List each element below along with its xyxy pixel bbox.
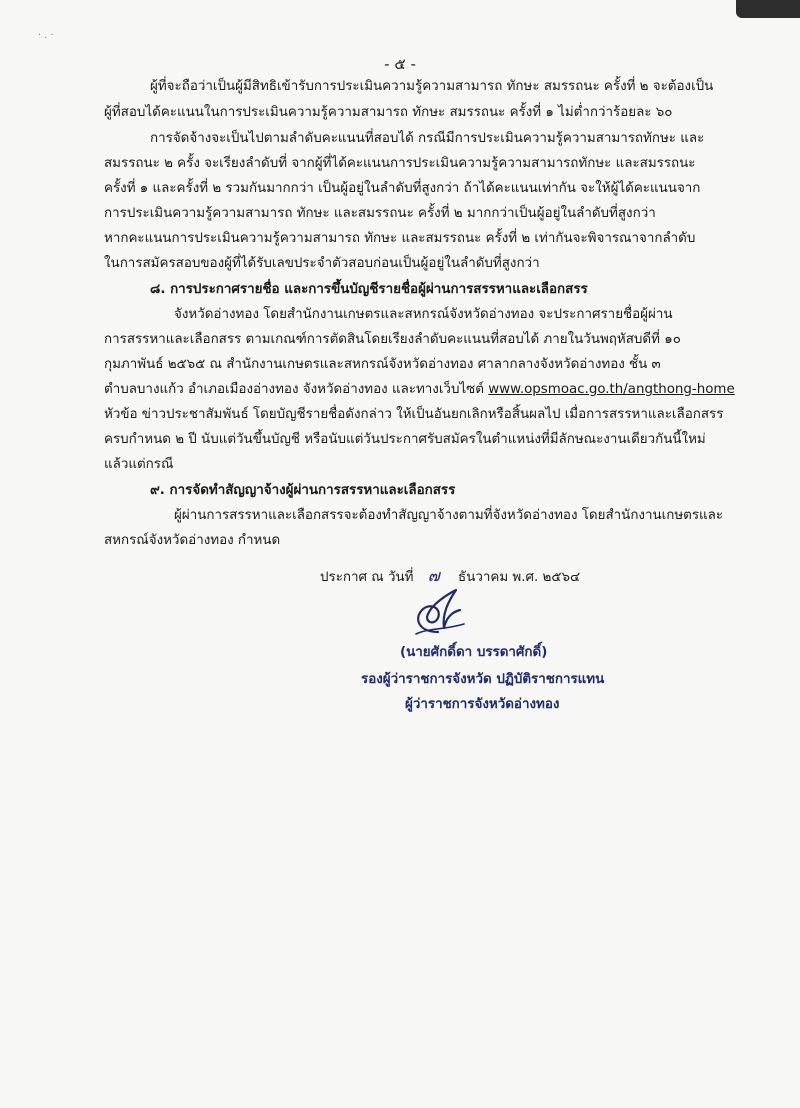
paragraph-line: สมรรถนะ ๒ ครั้ง จะเรียงลำดับที่ จากผู้ที่ได้คะแนนการประเมินความรู้ความสามารถทักษะ และสมรรถนะ	[104, 156, 696, 171]
section-8-line: ครบกำหนด ๒ ปี นับแต่วันขึ้นบัญชี หรือนับแต่วันประกาศรับสมัครในตำแหน่งที่มีลักษณะงานเดียวกันนี้ใหม่	[104, 432, 706, 447]
section-9-line: ผู้ผ่านการสรรหาและเลือกสรรจะต้องทำสัญญาจ้างตามที่จังหวัดอ่างทอง โดยสำนักงานเกษตรและ	[174, 508, 724, 523]
paragraph-line: หากคะแนนการประเมินความรู้ความสามารถ ทักษะ และสมรรถนะ ครั้งที่ ๒ เท่ากันจะพิจารณาจากลำดับ	[104, 231, 696, 246]
section-8-line: แล้วแต่กรณี	[104, 457, 174, 472]
signatory-office: ผู้ว่าราชการจังหวัดอ่างทอง	[405, 697, 560, 712]
paragraph-line: ผู้ที่สอบได้คะแนนในการประเมินความรู้ความสามารถ ทักษะ สมรรถนะ ครั้งที่ ๑ ไม่ต่ำกว่าร้อยละ ๖๐	[104, 105, 673, 120]
section-8-line: จังหวัดอ่างทอง โดยสำนักงานเกษตรและสหกรณ์จังหวัดอ่างทอง จะประกาศรายชื่อผู้ผ่าน	[174, 307, 673, 322]
paragraph-line: การจัดจ้างจะเป็นไปตามลำดับคะแนนที่สอบได้ กรณีมีการประเมินความรู้ความสามารถทักษะ และ	[150, 131, 705, 146]
section-8-line: กุมภาพันธ์ ๒๕๖๕ ณ สำนักงานเกษตรและสหกรณ์จังหวัดอ่างทอง ศาลากลางจังหวัดอ่างทอง ชั้น ๓	[104, 357, 661, 372]
website-link[interactable]: www.opsmoac.go.th/angthong-home	[488, 382, 735, 397]
announcement-prefix: ประกาศ ณ วันที่	[320, 570, 414, 585]
section-8-line-text: ตำบลบางแก้ว อำเภอเมืองอ่างทอง จังหวัดอ่างทอง และทางเว็บไซต์	[104, 382, 484, 397]
section-8-heading: ๘. การประกาศรายชื่อ และการขึ้นบัญชีรายชื่อผู้ผ่านการสรรหาและเลือกสรร	[150, 282, 588, 297]
scan-corner-mark	[736, 0, 800, 18]
page-number: - ๕ -	[384, 55, 416, 73]
section-8-line: หัวข้อ ข่าวประชาสัมพันธ์ โดยบัญชีรายชื่อดังกล่าว ให้เป็นอันยกเลิกหรือสิ้นผลไป เมื่อการสรรหาและเลือกสรร	[104, 407, 724, 422]
announcement-date	[320, 564, 580, 589]
section-9-line: สหกรณ์จังหวัดอ่างทอง กำหนด	[104, 533, 281, 548]
announcement-day: ๗	[427, 566, 440, 585]
paragraph-line: ในการสมัครสอบของผู้ที่ได้รับเลขประจำตัวสอบก่อนเป็นผู้อยู่ในลำดับที่สูงกว่า	[104, 256, 540, 271]
paragraph-line: ผู้ที่จะถือว่าเป็นผู้มีสิทธิเข้ารับการประเมินความรู้ความสามารถ ทักษะ สมรรถนะ ครั้งที่ ๒ จะต้องเป็น	[150, 79, 714, 94]
paragraph-line: การประเมินความรู้ความสามารถ ทักษะ และสมรรถนะ ครั้งที่ ๒ มากกว่าเป็นผู้อยู่ในลำดับที่สูงกว่า	[104, 206, 656, 221]
announcement-suffix: ธันวาคม พ.ศ. ๒๕๖๔	[458, 570, 581, 585]
section-9-heading: ๙. การจัดทำสัญญาจ้างผู้ผ่านการสรรหาและเลือกสรร	[150, 483, 456, 498]
section-8-line	[104, 383, 735, 396]
paragraph-line: ครั้งที่ ๑ และครั้งที่ ๒ รวมกันมากกว่า เป็นผู้อยู่ในลำดับที่สูงกว่า ถ้าได้คะแนนเท่ากัน จะให้ผู้ได้คะแนนจาก	[104, 181, 701, 196]
scan-specks: ·.·	[38, 30, 57, 41]
handwritten-signature	[408, 588, 468, 638]
signatory-position: รองผู้ว่าราชการจังหวัด ปฏิบัติราชการแทน	[361, 672, 605, 687]
section-8-line: การสรรหาและเลือกสรร ตามเกณฑ์การตัดสินโดยเรียงลำดับคะแนนที่สอบได้ ภายในวันพฤหัสบดีที่ ๑๐	[104, 332, 681, 347]
signatory-name: (นายศักดิ์ดา บรรดาศักดิ์)	[400, 645, 548, 660]
